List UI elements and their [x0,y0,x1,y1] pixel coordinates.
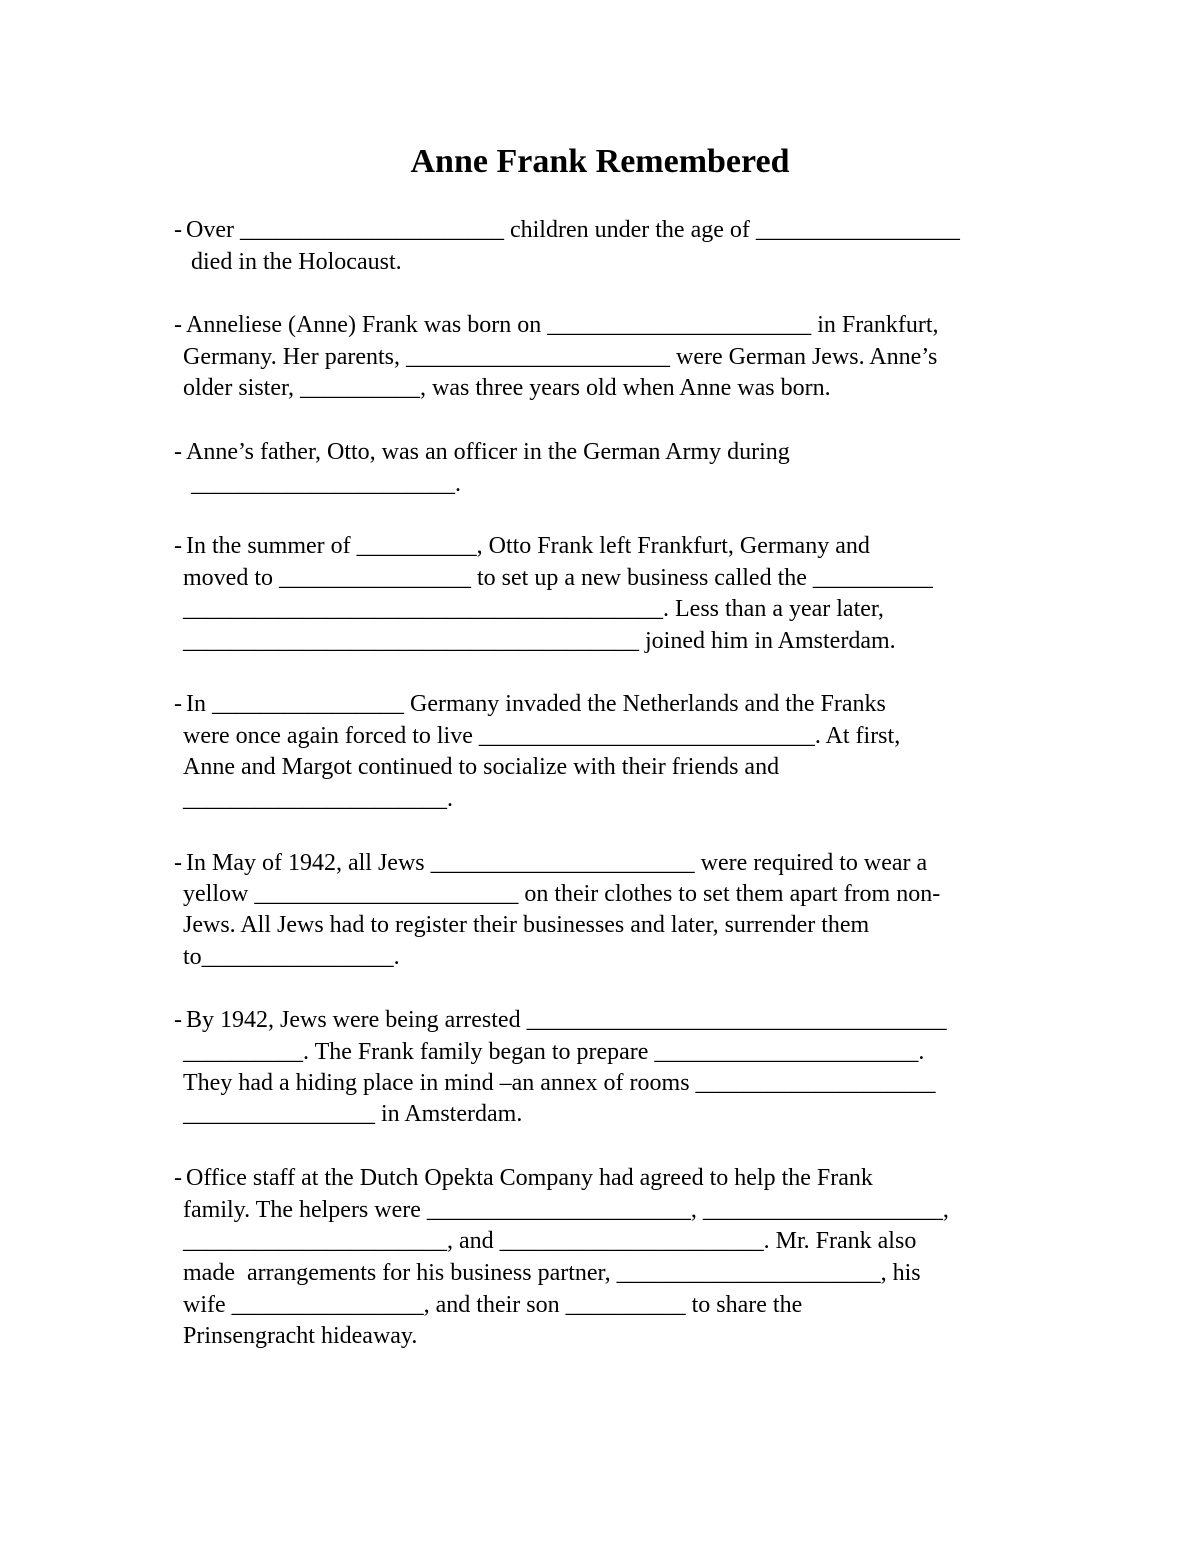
item-line: Jews. All Jews had to register their businesses and later, surrender them [183,912,870,938]
item-dash: - [174,1007,182,1033]
item-line: older sister, __________, was three years old when Anne was born. [183,375,831,401]
item-line: ________________ in Amsterdam. [183,1101,523,1127]
item-line: Prinsengracht hideaway. [183,1323,418,1349]
item-line: Anne’s father, Otto, was an officer in the German Army during [186,439,790,465]
item-dash: - [174,1165,182,1191]
item-dash: - [174,217,182,243]
item-line: ______________________. [183,786,453,812]
item-line: ______________________, and ______________________. Mr. Frank also [183,1228,917,1254]
item-line: __________. The Frank family began to prepare ______________________. [183,1039,925,1065]
item-line: In May of 1942, all Jews ______________________ were required to wear a [186,850,928,876]
item-line: to________________. [183,944,400,970]
item-dash: - [174,850,182,876]
item-line: moved to ________________ to set up a new business called the __________ [183,565,933,591]
item-line: Office staff at the Dutch Opekta Company had agreed to help the Frank [186,1165,873,1191]
item-line: wife ________________, and their son __________ to share the [183,1292,803,1318]
item-line: Anneliese (Anne) Frank was born on ______________________ in Frankfurt, [186,312,939,338]
item-dash: - [174,533,182,559]
item-line: were once again forced to live ____________________________. At first, [183,723,901,749]
item-line: They had a hiding place in mind –an annex of rooms ____________________ [183,1070,936,1096]
item-line: yellow ______________________ on their clothes to set them apart from non- [183,881,941,907]
item-line: In the summer of __________, Otto Frank left Frankfurt, Germany and [186,533,870,559]
item-line: In ________________ Germany invaded the Netherlands and the Franks [186,691,886,717]
item-line: family. The helpers were ______________________, ____________________, [183,1197,949,1223]
item-line: Anne and Margot continued to socialize with their friends and [183,754,780,780]
item-dash: - [174,312,182,338]
page-title: Anne Frank Remembered [410,143,790,180]
item-line: Germany. Her parents, ______________________ were German Jews. Anne’s [183,344,938,370]
item-line: By 1942, Jews were being arrested ___________________________________ [186,1007,947,1033]
item-line: ______________________. [191,471,461,497]
item-line: ________________________________________. Less than a year later, [183,596,884,622]
item-line: Over ______________________ children under the age of _________________ [186,217,960,243]
item-line: made arrangements for his business partner, ______________________, his [183,1260,921,1286]
item-line: died in the Holocaust. [191,249,402,275]
item-line: ______________________________________ joined him in Amsterdam. [183,628,896,654]
item-dash: - [174,691,182,717]
item-dash: - [174,439,182,465]
